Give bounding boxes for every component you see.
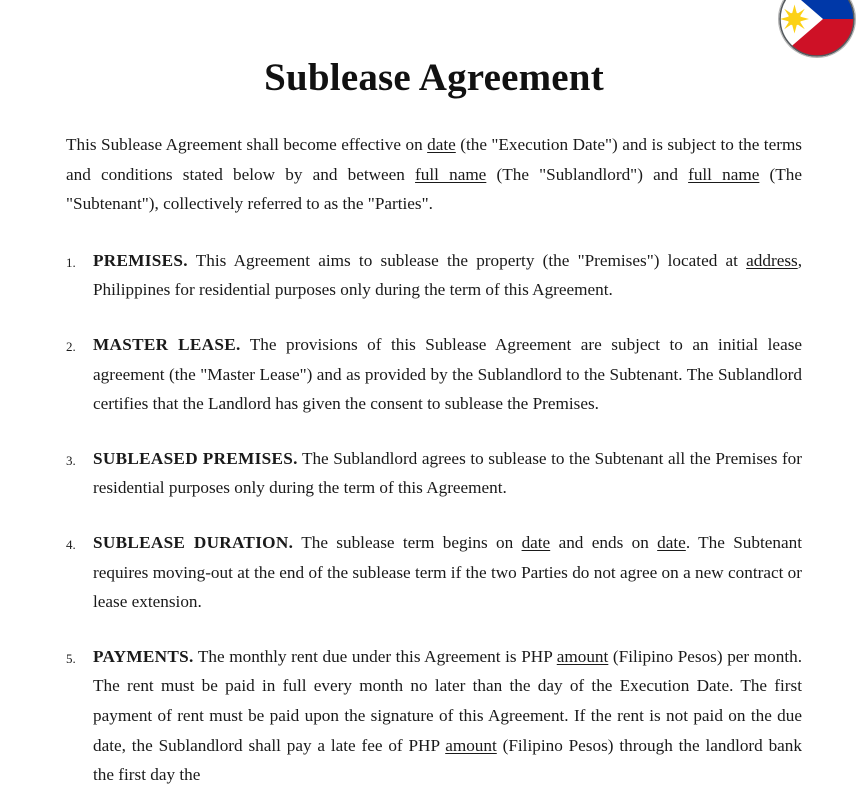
clause-text-payments-middle: (Filipino Pesos) per month. The rent must be paid in full every month no later than the day of the Execution Date. The first payment of rent must be paid upon the signature of this Agreement. If the rent is not paid on the due date, the Sublandlord shall pay a late fee of PHP [93, 646, 803, 755]
clause-text-duration-before: The sublease term begins on [293, 532, 522, 552]
placeholder-start-date[interactable]: date [521, 532, 551, 552]
clause-text-payments-before: The monthly rent due under this Agreement is PHP [193, 646, 557, 666]
placeholder-late-fee-amount[interactable]: amount [445, 735, 497, 755]
clause-title-master-lease: MASTER LEASE. [93, 334, 241, 354]
intro-text-3: (The "Sublandlord") and [486, 164, 689, 184]
clause-text-duration-middle: and ends on [550, 532, 658, 552]
clause-text-master-lease: The provisions of this Sublease Agreement are subject to an initial lease agreement (the "Master Lease") and as provided by the Sublandlord to the Subtenant. The Sublandlord certifies that the Landlord has given the consent to sublease the Premises. [93, 334, 803, 414]
clause-text-subleased-premises: The Sublandlord agrees to sublease to the Subtenant all the Premises for residential purposes only during the term of this Agreement. [93, 448, 803, 498]
placeholder-subtenant-name[interactable]: full name [688, 164, 760, 184]
placeholder-address[interactable]: address [746, 250, 798, 270]
intro-text-4: (The "Subtenant"), collectively referred to as the "Parties". [66, 164, 802, 214]
clause-master-lease [66, 330, 802, 419]
clause-title-subleased-premises: SUBLEASED PREMISES. [93, 448, 298, 468]
clause-text-premises-before: This Agreement aims to sublease the property (the "Premises") located at [187, 250, 747, 270]
page-title: Sublease Agreement [264, 56, 604, 99]
clause-text-payments-after: (Filipino Pesos) through the landlord bank the first day the [93, 735, 802, 785]
clause-list [66, 246, 802, 790]
document-header [66, 0, 802, 130]
placeholder-monthly-rent-amount[interactable]: amount [556, 646, 609, 666]
clause-subleased-premises [66, 444, 802, 503]
clause-text-premises-after: , Philippines for residential purposes only during the term of this Agreement. [93, 250, 802, 300]
placeholder-sublandlord-name[interactable]: full name [415, 164, 487, 184]
clause-payments [66, 642, 802, 790]
clause-title-premises: PREMISES. [93, 250, 188, 270]
intro-text-2: (the "Execution Date") and is subject to the terms and conditions stated below by and between [66, 135, 802, 184]
clause-title-payments: PAYMENTS. [93, 646, 194, 666]
clause-sublease-duration [66, 528, 802, 617]
clause-title-sublease-duration: SUBLEASE DURATION. [93, 532, 294, 552]
intro-paragraph [66, 130, 802, 219]
intro-text-1: This Sublease Agreement shall become effective on [66, 135, 428, 154]
placeholder-end-date[interactable]: date [657, 532, 686, 552]
placeholder-execution-date[interactable]: date [427, 135, 456, 154]
clause-premises [66, 246, 802, 305]
clause-text-duration-after: . The Subtenant requires moving-out at the end of the sublease term if the two Parties do not agree on a new contract or lease extension. [93, 532, 802, 612]
